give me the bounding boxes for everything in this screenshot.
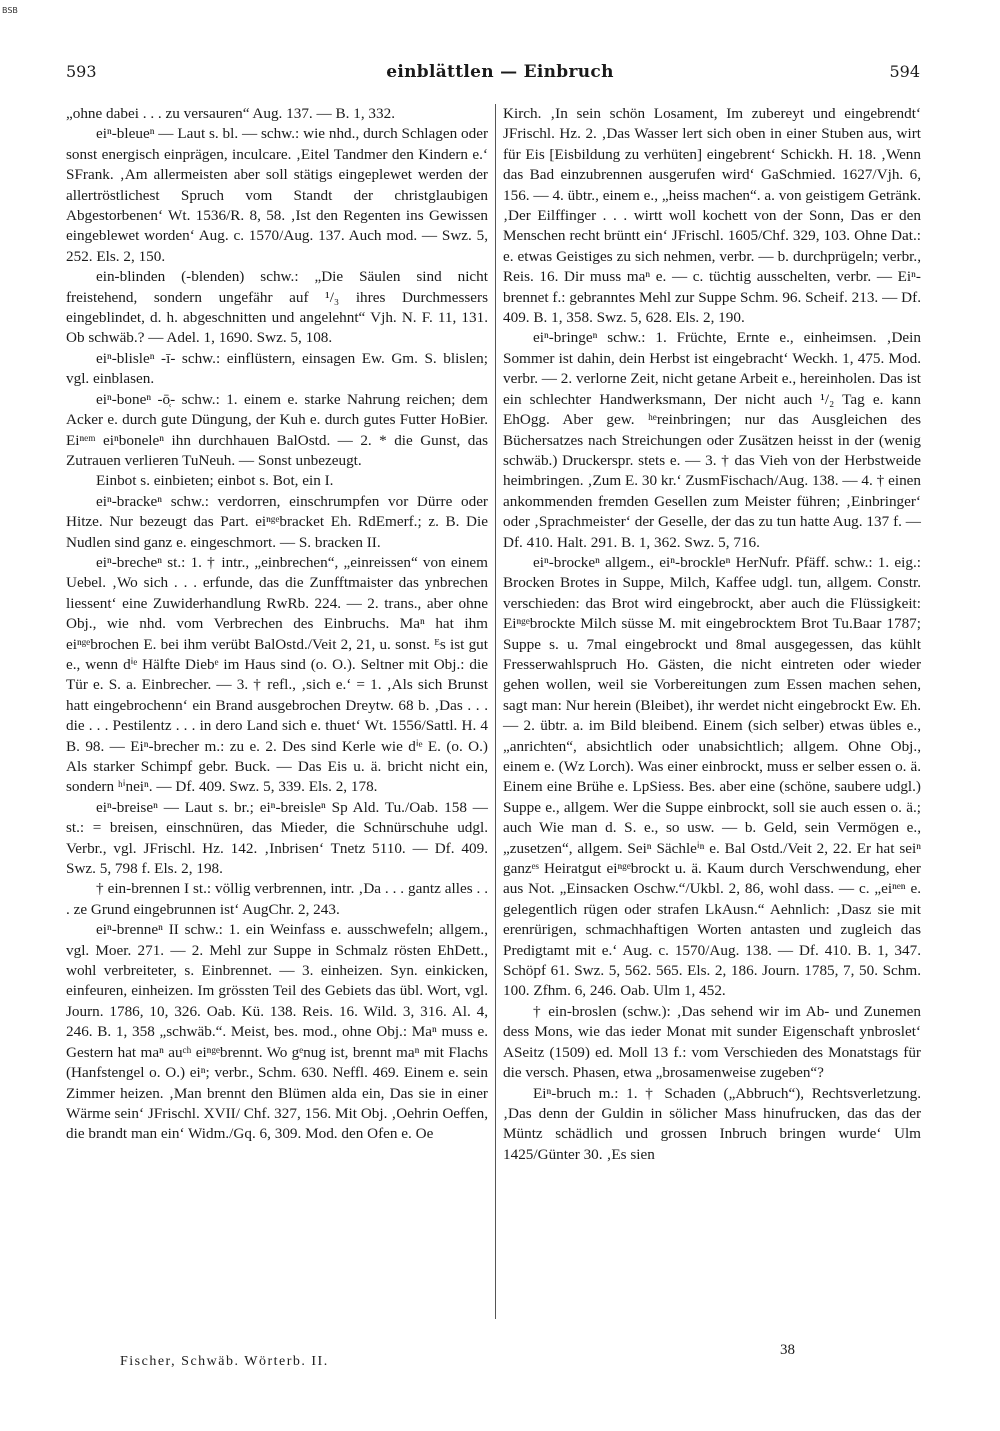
entry-paragraph: Einbot s. einbieten; einbot s. Bot, ein I. xyxy=(96,472,334,490)
entry-paragraph: eiⁿ-brockeⁿ allgem., eiⁿ-brockleⁿ HerNufr. Pfäff. schw.: 1. eig.: Brocken Brotes in Suppe, Milch, Kaffee udgl. tun, allgem. Constr. verschieden: das Brot wird eingebrockt, aber auch die Flüssigkeit: Eiⁿᵍᵉbrockte Milch süsse M. mit eingebrocktem Brot Tu.Baar 1787; Suppe s. u. 7mal eingebrockt und 8mal ausgegessen, das kühlt Fresserwahlspruch Ho. Gästen, die nicht eintreten oder wieder gehen wollen, weil sie Vorbereitungen zum Essen machen sehen, sagt man: Nur herein (Bleibet), ihr werdet nicht eingebrockt Ew. Eh. — 2. übtr. a. im Bild bleibend. Einem (sich selber) etwas übles e., „anrichten“, absichtlich oder unabsichtlich; allgem. Ohne Obj., einem e. (Wz Lorch). Was einer einbrockt, muss er selber essen o. ä. Einem eine Brühe e. LpSiess. Bes. aber eine (schöne, saubere udgl.) Suppe e., allgem. Wer die Suppe einbrockt, soll sie auch essen o. ä.; auch Wie man d. S. e., so usw. — b. Geld, sein Vermögen e., „zusetzen“, allgem. Seiⁿ Sächleⁱⁿ e. Bal Ostd./Veit 2, 22. Er hat seiⁿ ganzᵉˢ Heiratgut eiⁿᵍᵉbrockt u. ä. Kaum durch Verschwendung, eher aus Not. „Einsacken Oschw.“/Ukbl. 2, 86, wohl dass. — c. „eiⁿᵉⁿ e. gelegentlich rügen oder strafen LkAusn.“ Aehnlich: ‚Dasz sie mit erenrürigen, schmachhaftigen Worten antasten und zugleich das Predigtamt mit e.‘ Aug. c. 1570/Aug. 138. — Df. 410. B. 1, 347. Schöpf 61. Swz. 5, 562. 565. Els. 2, 186. Journ. 1785, 7, 50. Schm. 100. Zfhm. 6, 246. Oab. Ulm 1, 452. xyxy=(503,553,921,1000)
entry-paragraph: eiⁿ-bleueⁿ — Laut s. bl. — schw.: wie nhd., durch Schlagen oder sonst energisch einprägen, inculcare. ‚Eitel Tandmer den Kindern e.‘ SFrank. ‚Am allermeisten aber soll stätigs eingeplewet werden der allertröstlichest Spruch vom Standt der christglaubigen Abgestorbenen‘ Wt. 1536/R. 8, 58. ‚Ist den Regenten ins Gewissen eingeblewet worden‘ Aug. c. 1570/Aug. 137. Auch mod. — Swz. 5, 252. Els. 2, 150. xyxy=(66,125,488,265)
running-title: einblättlen — Einbruch xyxy=(386,62,614,82)
entry-paragraph: eiⁿ-boneⁿ -ō̜- schw.: 1. einem e. starke Nahrung reichen; dem Acker e. durch gute Düngung, der Kuh e. durch gutes Futter HoBier. Eiⁿᵉᵐ eiⁿboneleⁿ ihn durchhauen BalOstd. — 2. * die Gunst, das Zutrauen verlieren TuNeuh. — Sonst unbezeugt. xyxy=(66,390,488,469)
library-stamp: BSB xyxy=(2,6,18,15)
entry-paragraph: ein-blinden (-blenden) schw.: „Die Säulen sind nicht freistehend, sondern ungefähr auf ¹/₃ ihres Durchmessers eingeblindet, d. h. abgeschnitten und angelehnt“ Vjh. N. F. 11, 131. Ob schwäb.? — Adel. 1, 1690. Swz. 5, 108. xyxy=(66,268,488,347)
left-page-number: 593 xyxy=(66,62,97,81)
entry-paragraph: Kirch. ‚In sein schön Losament, Im zubereyt und eingebrendt‘ JFrischl. Hz. 2. ‚Das Wasser lert sich oben in einer Stuben aus, wirt für Eis [Eisbildung zu verhüten] eingebrent‘ Schickh. H. 18. ‚Wenn das Bad einzubrennen ausgerufen wird‘ GaSchmied. 1627/Vjh. 6, 156. — 4. übtr., einem e., „heiss machen“. a. von geistigem Getränk. ‚Der Eilffinger . . . wirtt woll kochett von der Sonn, Das er den Menschen recht brüntt ein‘ JFrischl. 1605/Chf. 329, 103. Ohne Dat.: e. etwas Geistiges zu sich nehmen, verbr. — b. durchprügeln; verbr., Reis. 16. Dir muss maⁿ e. — c. tüchtig ausschelten, verbr. — Eiⁿ-brennet f.: gebranntes Mehl zur Suppe Schm. 96. Scheif. 213. — Df. 409. B. 1, 358. Swz. 5, 628. Els. 2, 190. xyxy=(503,105,921,327)
entry-paragraph: „ohne dabei . . . zu versauren“ Aug. 137. — B. 1, 332. xyxy=(66,105,395,122)
entry-paragraph: eiⁿ-brackeⁿ schw.: verdorren, einschrumpfen vor Dürre oder Hitze. Nur bezeugt das Part. eiⁿᵍᵉbracket Eh. RdEmerf.; z. B. Die Nudlen sind ganz e. eingeschmort. — S. bracken II. xyxy=(66,492,488,551)
right-column xyxy=(503,104,921,1165)
left-column xyxy=(66,104,488,1145)
entry-paragraph: Eiⁿ-bruch m.: 1. † Schaden („Abbruch“), Rechtsverletzung. ‚Das denn der Guldin in sölicher Mass hinufrucken, das das der Müntz schädlich und grossen Inbruch bringen wurde‘ Ulm 1425/Günter 30. ‚Es sien xyxy=(503,1084,921,1163)
entry-paragraph: eiⁿ-bringeⁿ schw.: 1. Früchte, Ernte e., einheimsen. ‚Dein Sommer ist dahin, dein Herbst ist eingebracht‘ Weckh. 1, 475. Mod. verbr. — 2. verlorne Zeit, nicht getane Arbeit e., hereinholen. Das ist ein schlechter Handwerksmann, Der nicht auch ¹/₂ Tag e. kann EhOgg. Aber gew. ʰᵉreinbringen; nur das Ausgleichen des Büchersatzes nach Streichungen oder Zusätzen heisst in der (wenig schwäb.) Druckerspr. stets e. — 3. † das Vieh von der Herbstweide heimbringen. ‚Zum E. 30 kr.‘ ZusmFischach/Aug. 138. — 4. † einen ankommenden fremden Gesellen zum Meister führen; ‚Einbringer‘ oder ‚Sprachmeister‘ der Geselle, der das zu tun hatte Aug. 137 f. — Df. 410. Halt. 291. B. 1, 362. Swz. 5, 716. xyxy=(503,329,921,551)
column-divider xyxy=(495,104,496,1319)
publication-footer: Fischer, Schwäb. Wörterb. II. xyxy=(120,1354,329,1369)
entry-paragraph: eiⁿ-brenneⁿ II schw.: 1. ein Weinfass e. ausschwefeln; allgem., vgl. Moer. 271. — 2. Mehl zur Suppe in Schmalz rösten EhDett., wohl verbreiteter, s. Einbrennet. — 3. einheizen. Syn. einkicken, einfeuren, einheizen. Im grössten Teil des Gebiets das übl. Wort, vgl. Journ. 1786, 10, 326. Oab. Kü. 138. Reis. 16. Wild. 3, 316. Al. 4, 246. B. 1, 358 „schwäb.“. Meist, bes. mod., ohne Obj.: Maⁿ muss e. Gestern hat maⁿ auᶜʰ eiⁿᵍᵉbrennt. Wo gᵉnug ist, brennt maⁿ mit Flachs (Hanfstengel o. O.) eiⁿ; verbr., Schm. 630. Neffl. 469. Einem e. sein Zimmer heizen. ‚Man brennt den Blümen alda ein, Das sie in einer Wärme sein‘ JFrischl. XVII/ Chf. 327, 156. Mit Obj. ‚Oehrin Oeffen, die brandt man ein‘ Widm./Gq. 6, 309. Mod. den Ofen e. Oe xyxy=(66,921,488,1143)
signature-mark: 38 xyxy=(780,1342,795,1358)
entry-paragraph: † ein-broslen (schw.): ‚Das sehend wir im Ab- und Zunemen dess Mons, wie das ieder Monat mit sunder Eigenschaft ynbroslet‘ ASeitz (1509) ed. Moll 13 f.: vom Verschieden des Monatstags für die versch. Phasen, etwa „brosamenweise zugeben“? xyxy=(503,1002,921,1082)
entry-paragraph: eiⁿ-blisleⁿ -ī- schw.: einflüstern, einsagen Ew. Gm. S. blislen; vgl. einblasen. xyxy=(66,349,488,388)
entry-paragraph: eiⁿ-brecheⁿ st.: 1. † intr., „einbrechen“, „einreissen“ von einem Uebel. ‚Wo sich . . . erfunde, das die Zunfftmaister das ynbrechen liessent‘ eine Zuwiderhandlung RwRb. 224. — 2. trans., aber ohne Obj., wie nhd. vom Verbrechen des Einbruchs. Maⁿ hat ihm eiⁿᵍᵉbrochen E. bei ihm verübt BalOstd./Veit 2, 21, u. sonst. ᴱs ist gut e., wenn dⁱᵉ Hälfte Diebᵉ im Haus sind (o. O.). Seltner mit Obj.: die Tür e. S. a. Einbrecher. — 3. † refl., ‚sich e.‘ = 1. ‚Als sich Brunst hatt eingebrochenn‘ ein Brand ausgebrochen Dreytw. 68 b. ‚Das . . . die . . . Pestilentz . . . in dero Land sich e. thuet‘ Wt. 1556/Sattl. H. 4 B. 98. — Eiⁿ-brecher m.: zu e. 2. Des sind Kerle wie dⁱᵉ E. (o. O.) Als starker Schimpf gebr. Buck. — Das Eis u. ä. bricht nicht ein, sondern ʰⁱneiⁿ. — Df. 409. Swz. 5, 339. Els. 2, 178. xyxy=(66,553,488,796)
entry-paragraph: eiⁿ-breiseⁿ — Laut s. br.; eiⁿ-breisleⁿ Sp Ald. Tu./Oab. 158 — st.: = breisen, einschnüren, das Mieder, die Schnürschuhe udgl. Verbr., vgl. JFrischl. Hz. 142. ‚Inbrisen‘ Tnetz 5110. — Df. 409. Swz. 5, 798 f. Els. 2, 198. xyxy=(66,798,488,878)
entry-paragraph: † ein-brennen I st.: völlig verbrennen, intr. ‚Da . . . gantz alles . . . ze Grund eingebrunnen ist‘ AugChr. 2, 243. xyxy=(66,880,488,918)
right-page-number: 594 xyxy=(889,62,920,81)
